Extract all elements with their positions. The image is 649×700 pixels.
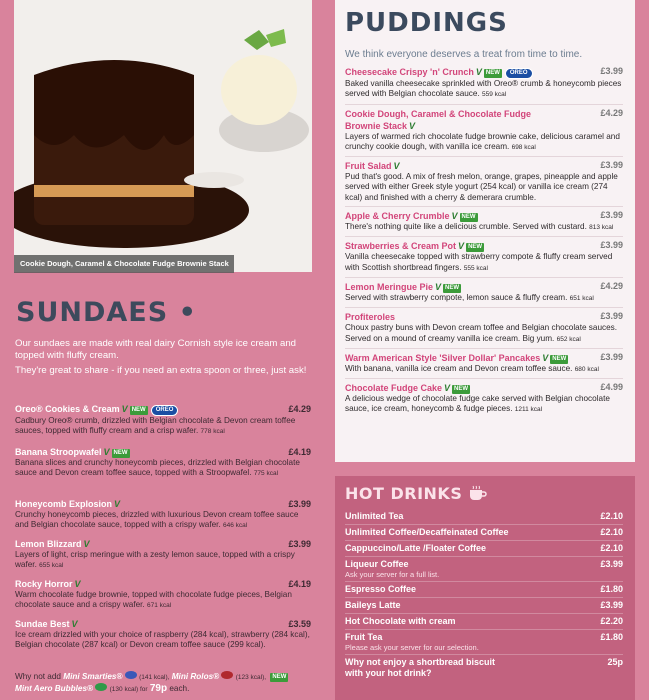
item-price: £4.19 — [288, 579, 311, 589]
new-badge: NEW — [454, 386, 469, 393]
item-price: £4.19 — [288, 447, 311, 457]
vegetarian-icon: V — [475, 67, 482, 77]
item-kcal: 813 kcal — [589, 224, 614, 232]
item-desc: Baked vanilla cheesecake sprinkled with Oreo® crumb & honeycomb pieces served with Belgian chocolate sauce. — [345, 79, 622, 99]
drink-note: Ask your server for a full list. — [345, 570, 440, 579]
drink-name: Espresso Coffee — [345, 584, 417, 594]
pudding-item — [345, 66, 623, 105]
ice-cream-cone-icon: • — [178, 297, 197, 328]
item-price: £3.99 — [600, 160, 623, 171]
item-price: £3.99 — [288, 499, 311, 509]
sundae-item — [15, 619, 311, 671]
new-badge: NEW — [485, 70, 500, 76]
hot-drinks-panel — [335, 476, 635, 700]
aero-logo-icon — [95, 683, 107, 691]
item-kcal: 680 kcal — [574, 365, 599, 373]
item-name: Oreo® Cookies & Cream — [15, 404, 120, 414]
sundae-addon — [15, 671, 311, 695]
dessert-photo — [14, 0, 312, 272]
item-price: £3.99 — [600, 210, 623, 221]
new-badge: NEW — [552, 355, 567, 362]
item-price: £3.99 — [600, 311, 623, 322]
item-price: £3.99 — [288, 539, 311, 549]
drink-item — [345, 541, 623, 557]
vegetarian-icon: V — [121, 404, 128, 414]
item-name: Lemon Meringue Pie — [345, 281, 434, 292]
new-badge: NEW — [131, 407, 146, 413]
vegetarian-icon: V — [83, 539, 90, 549]
addon-suffix: each. — [169, 684, 190, 693]
drink-item — [345, 557, 623, 582]
vegetarian-icon: V — [409, 120, 416, 131]
item-price: £4.29 — [600, 107, 623, 118]
item-desc: Pud that's good. A mix of fresh melon, orange, grapes, pineapple and apple served with either Greek style yogurt (254 kcal) or vanilla ice cream (274 kcal) and finished with a cherry & demerara crumble. — [345, 172, 618, 202]
item-price: £4.29 — [288, 404, 311, 414]
drink-item — [345, 655, 623, 681]
item-name: Honeycomb Explosion — [15, 499, 113, 509]
drink-price: £2.10 — [600, 527, 623, 537]
item-desc: Layers of light, crisp meringue with a zesty lemon sauce, topped with a crispy wafer. — [15, 550, 295, 570]
addon-aero-kcal: (130 kcal) for — [109, 686, 148, 693]
drink-item — [345, 614, 623, 630]
item-desc: Warm chocolate fudge brownie, topped with chocolate fudge pieces, Belgian chocolate sauce and a crispy wafer. — [15, 590, 292, 610]
vegetarian-icon: V — [103, 447, 110, 457]
item-kcal: 671 kcal — [147, 602, 172, 610]
drink-price: £3.99 — [600, 559, 623, 569]
brownie-stack-illustration — [14, 0, 312, 272]
drink-price: £1.80 — [600, 632, 623, 642]
addon-rolos: Mini Rolos® — [171, 672, 220, 681]
pudding-item — [345, 240, 623, 278]
new-badge: NEW — [445, 284, 460, 291]
addon-price: 79p — [149, 683, 168, 694]
drink-item — [345, 525, 623, 541]
item-desc: Choux pastry buns with Devon cream toffee and Belgian chocolate sauces. Served on a mound of creamy vanilla ice cream. Big yum. — [345, 323, 618, 343]
item-name: Cookie Dough, Caramel & Chocolate Fudge Brownie Stack — [345, 108, 532, 131]
item-name: Chocolate Fudge Cake — [345, 383, 443, 394]
rolo-logo-icon — [221, 671, 233, 679]
puddings-list — [345, 66, 623, 422]
item-kcal: 775 kcal — [253, 470, 279, 478]
sundae-item — [15, 499, 311, 539]
item-kcal: 698 kcal — [511, 143, 536, 151]
item-kcal: 559 kcal — [482, 91, 507, 99]
item-price: £4.29 — [600, 280, 623, 291]
vegetarian-icon: V — [393, 161, 400, 172]
drink-item — [345, 582, 623, 598]
pudding-item — [345, 210, 623, 237]
drink-name: Fruit Tea — [345, 632, 383, 642]
item-price: £3.99 — [600, 240, 623, 251]
pudding-item — [345, 108, 623, 158]
drink-price: £2.10 — [600, 543, 623, 553]
drink-price: £1.80 — [600, 584, 623, 594]
item-desc: A delicious wedge of chocolate fudge cake served with Belgian chocolate sauce, ice cream, honeycomb & fudge pieces. — [345, 394, 610, 414]
item-desc: Vanilla cheesecake topped with strawberry compote & fluffy cream served with Scottish shortbread fingers. — [345, 252, 613, 272]
pudding-item — [345, 281, 623, 308]
sundaes-title-text: SUNDAES — [16, 297, 169, 328]
drink-name: Why not enjoy a shortbread biscuit with your hot drink? — [345, 657, 496, 678]
puddings-panel — [335, 0, 635, 462]
vegetarian-icon: V — [71, 619, 78, 629]
pudding-item — [345, 160, 623, 207]
addon-smarties: Mini Smarties® — [63, 672, 123, 681]
smarties-logo-icon — [125, 671, 137, 679]
item-desc: Served with strawberry compote, lemon sauce & fluffy cream. — [345, 292, 568, 302]
item-name: Profiteroles — [345, 312, 396, 323]
hot-drinks-list — [345, 509, 623, 681]
drink-price: £2.10 — [600, 511, 623, 521]
new-badge: NEW — [468, 244, 483, 251]
new-badge: NEW — [461, 214, 476, 221]
item-price: £3.59 — [288, 619, 311, 629]
sundaes-title — [16, 297, 197, 328]
drink-name: Liqueur Coffee — [345, 559, 409, 569]
item-desc: Banana slices and crunchy honeycomb pieces, drizzled with Belgian chocolate sauce and Devon cream toffee sauce, topped with a Stroopwafel. — [15, 458, 300, 478]
addon-aero: Mint Aero Bubbles® — [15, 684, 94, 693]
item-kcal: 555 kcal — [463, 264, 488, 272]
drink-price: £2.20 — [600, 616, 623, 626]
drink-item — [345, 598, 623, 614]
puddings-intro: We think everyone deserves a treat from time to time. — [345, 49, 583, 60]
sundae-item — [15, 539, 311, 579]
item-desc: Layers of warmed rich chocolate fudge brownie cake, delicious caramel and crunchy cookie dough, with vanilla ice cream. — [345, 131, 620, 151]
drink-price: 25p — [607, 657, 623, 667]
hot-drinks-title — [345, 484, 488, 503]
item-price: £4.99 — [600, 382, 623, 393]
drink-name: Baileys Latte — [345, 600, 401, 610]
item-name: Rocky Horror — [15, 579, 73, 589]
item-price: £3.99 — [600, 351, 623, 362]
drink-name: Hot Chocolate with cream — [345, 616, 456, 626]
addon-prefix: Why not add — [15, 672, 64, 681]
item-desc: Cadbury Oreo® crumb, drizzled with Belgian chocolate & Devon cream toffee sauces, topped with fluffy cream and a crisp wafer. — [15, 416, 296, 436]
sundaes-list — [15, 404, 311, 695]
item-name: Banana Stroopwafel — [15, 447, 102, 457]
sundae-item — [15, 404, 311, 447]
item-name: Sundae Best — [15, 619, 70, 629]
drink-name: Cappuccino/Latte /Floater Coffee — [345, 543, 487, 553]
item-kcal: 1211 kcal — [514, 406, 543, 414]
drink-price: £3.99 — [600, 600, 623, 610]
drink-name: Unlimited Coffee/Decaffeinated Coffee — [345, 527, 509, 537]
new-badge: NEW — [272, 674, 287, 680]
oreo-logo: OREO — [151, 405, 179, 416]
pudding-item — [345, 352, 623, 379]
vegetarian-icon: V — [435, 281, 442, 292]
item-kcal: 646 kcal — [223, 522, 248, 530]
pudding-item — [345, 382, 623, 419]
vegetarian-icon: V — [114, 499, 121, 509]
item-kcal: 652 kcal — [556, 335, 581, 343]
puddings-title: PUDDINGS — [345, 8, 508, 38]
drink-name: Unlimited Tea — [345, 511, 404, 521]
vegetarian-icon: V — [451, 211, 458, 222]
addon-rolos-kcal: (123 kcal), — [235, 674, 267, 681]
drink-note: Please ask your server for our selection. — [345, 643, 479, 652]
item-kcal: 778 kcal — [200, 428, 225, 436]
item-desc: With banana, vanilla ice cream and Devon cream toffee sauce. — [345, 363, 573, 373]
item-name: Cheesecake Crispy 'n' Crunch — [345, 67, 474, 77]
item-price: £3.99 — [600, 66, 623, 76]
photo-caption: Cookie Dough, Caramel & Chocolate Fudge Brownie Stack — [14, 255, 234, 273]
new-badge: NEW — [113, 450, 128, 456]
coffee-cup-icon — [468, 485, 488, 501]
drink-item — [345, 509, 623, 525]
addon-smarties-kcal: (141 kcal), — [139, 674, 170, 681]
item-name: Lemon Blizzard — [15, 539, 82, 549]
sundaes-intro-1: Our sundaes are made with real dairy Cornish style ice cream and topped with fluffy cream. — [15, 338, 297, 361]
item-desc: There's nothing quite like a delicious crumble. Served with custard. — [345, 222, 587, 232]
sundae-item — [15, 579, 311, 619]
item-desc: Ice cream drizzled with your choice of raspberry (284 kcal), strawberry (284 kcal), Belgian chocolate (287 kcal) or Devon cream toffee sauce (299 kcal). — [15, 630, 310, 650]
drink-item — [345, 630, 623, 655]
item-desc: Crunchy honeycomb pieces, drizzled with luxurious Devon cream toffee sauce and Belgian chocolate sauce, topped with a crispy wafer. — [15, 510, 299, 530]
hot-drinks-title-text: HOT DRINKS — [345, 484, 463, 503]
item-kcal: 651 kcal — [569, 294, 594, 302]
sundaes-intro — [15, 338, 310, 377]
vegetarian-icon: V — [542, 352, 549, 363]
item-kcal: 655 kcal — [39, 562, 64, 570]
vegetarian-icon: V — [74, 579, 81, 589]
oreo-logo: OREO — [505, 68, 533, 79]
vegetarian-icon: V — [444, 383, 451, 394]
item-name: Fruit Salad — [345, 161, 392, 172]
vegetarian-icon: V — [458, 241, 465, 252]
item-name: Warm American Style 'Silver Dollar' Pancakes — [345, 352, 541, 363]
pudding-item — [345, 311, 623, 349]
item-name: Apple & Cherry Crumble — [345, 211, 450, 222]
sundae-item — [15, 447, 311, 499]
sundaes-intro-2: They're great to share - if you need an extra spoon or three, just ask! — [15, 365, 307, 376]
item-name: Strawberries & Cream Pot — [345, 241, 457, 252]
